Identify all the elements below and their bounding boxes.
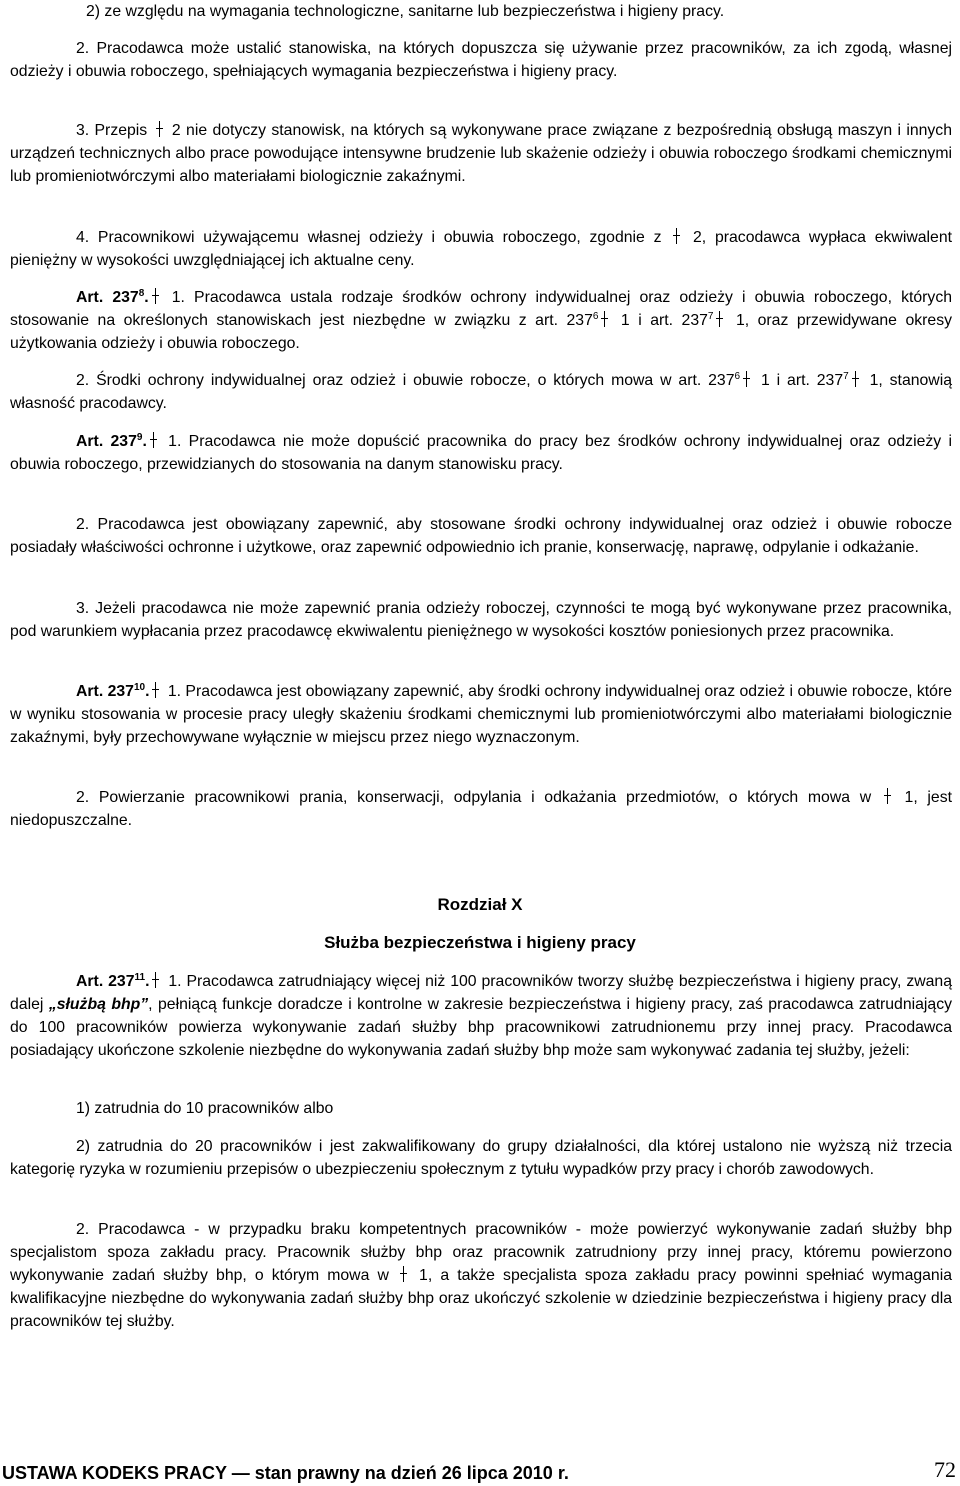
section-sign-icon [851, 371, 861, 387]
article-label: Art. $237^8$. [76, 288, 149, 306]
article-237-9-par-1: Art. $237^9$. 1. Pracodawca nie może dopuścić pracownika do pracy bez środków ochrony indywidualnej oraz odzieży i obuwia roboczego, przewidzianych do stosowania na danym stanowisku pracy. [10, 432, 953, 473]
section-sign-icon [151, 972, 161, 988]
section-sign-icon [149, 432, 159, 448]
chapter-heading: Rozdział X [437, 895, 523, 914]
article-237-11-par-1: Art. $237^{11}$. 1. Pracodawca zatrudniający więcej niż 100 pracowników tworzy służbę bezpieczeństwa i higieny pracy, zwaną dalej „służbą bhp”, pełniącą funkcje doradcze i kontrolne w zakresie bezpieczeństwa i higieny pracy, zaś pracodawca zatrudniający do 100 pracowników powierza wykonywanie zadań służby bhp pracownikowi zatrudnionemu przy innej pracy. Pracodawca posiadający ukończone szkolenie niezbędne do wykonywania zadań służby bhp może sam wykonywać zadania tej służby, jeżeli: [10, 972, 952, 1059]
page-number: 72 [934, 1457, 956, 1482]
paragraph-2: 2. Pracodawca może ustalić stanowiska, na których dopuszcza się używanie przez pracowników, za ich zgodą, własnej odzieży i obuwia roboczego, spełniających wymagania bezpieczeństwa i higieny pracy. [10, 40, 952, 80]
paragraph-4: 4. Pracownikowi używającemu własnej odzieży i obuwia roboczego, zgodnie z 2, pracodawca wypłaca ekwiwalent pieniężny w wysokości uwzględniającej ich aktualne ceny. [10, 229, 952, 269]
article-237-8-par-2: 2. Środki ochrony indywidualnej oraz odzież i obuwie robocze, o których mowa w art. $237^6$ 1 i art. $237^7$ 1, stanowią własność pracodawcy. [10, 371, 952, 412]
article-237-9-par-3: 3. Jeżeli pracodawca nie może zapewnić prania odzieży roboczej, czynności te mogą być wykonywane przez pracownika, pod warunkiem wypłacania przez pracodawcę ekwiwalentu pieniężnego w wysokości kosztów poniesionych przez pracownika. [10, 600, 952, 640]
article-label: Art. $237^{10}$. [76, 682, 150, 700]
section-sign-icon [600, 311, 610, 327]
section-sign-icon [151, 682, 161, 698]
section-sign-icon [883, 788, 893, 804]
section-sign-icon [715, 311, 725, 327]
section-sign-icon [742, 371, 752, 387]
article-label: Art. $237^{11}$. [76, 972, 150, 990]
section-sign-icon [399, 1266, 409, 1282]
footer-title: USTAWA KODEKS PRACY — stan prawny na dzień 26 lipca 2010 r. [2, 1463, 569, 1483]
chapter-title: Służba bezpieczeństwa i higieny pracy [324, 933, 636, 952]
paragraph-3: 3. Przepis 2 nie dotyczy stanowisk, na których są wykonywane prace związane z bezpośrednią obsługą maszyn i innych urządzeń technicznych albo prace powodujące intensywne brudzenie lub skażenie odzieży i obuwia roboczego środkami chemicznymi lub promieniotwórczymi albo materiałami biologicznie zakaźnymi. [10, 122, 952, 185]
list-item-2-b: 2) zatrudnia do 20 pracowników i jest zakwalifikowany do grupy działalności, dla której ustalono nie wyższą niż trzecia kategorię ryzyka w rozumieniu przepisów o ubezpieczeniu społecznym z tytułu wypadków przy pracy i chorób zawodowych. [10, 1138, 952, 1178]
article-237-10-par-1: Art. $237^{10}$. 1. Pracodawca jest obowiązany zapewnić, aby środki ochrony indywidualnej oraz odzież i obuwie robocze, które w wyniku stosowania w procesie pracy uległy skażeniu środkami chemicznymi lub promieniotwórczymi albo materiałami biologicznie zakaźnymi, były przechowywane wyłącznie w miejscu przez niego wyznaczonym. [10, 682, 952, 746]
section-sign-icon [672, 228, 682, 244]
list-item-2: 2) ze względu na wymagania technologiczne, sanitarne lub bezpieczeństwa i higieny pracy. [86, 3, 725, 20]
article-237-8-par-1: Art. $237^8$. 1. Pracodawca ustala rodzaje środków ochrony indywidualnej oraz odzieży i obuwia roboczego, których stosowanie na określonych stanowiskach jest niezbędne w związku z art. $237^6$ 1 i art. $237^7$ 1, oraz przewidywane okresy użytkowania odzieży i obuwia roboczego. [10, 288, 953, 352]
article-237-9-par-2: 2. Pracodawca jest obowiązany zapewnić, aby stosowane środki ochrony indywidualnej oraz odzież i obuwie robocze posiadały właściwości ochronne i użytkowe, oraz zapewnić odpowiednio ich pranie, konserwację, naprawę, odpylanie i odkażanie. [10, 516, 952, 556]
article-237-11-par-2: 2. Pracodawca - w przypadku braku kompetentnych pracowników - może powierzyć wykonywanie zadań służby bhp specjalistom spoza zakładu pracy. Pracownik służby bhp oraz pracownik zatrudniony przy innej pracy, któremu powierzono wykonywanie zadań służby bhp, o którym mowa w 1, a także specjalista spoza zakładu pracy powinni spełniać wymagania kwalifikacyjne niezbędne do wykonywania zadań służby bhp oraz ukończyć szkolenie w dziedzinie bezpieczeństwa i higieny pracy dla pracowników tej służby. [10, 1221, 953, 1330]
article-label: Art. $237^9$. [76, 432, 147, 450]
section-sign-icon [155, 121, 165, 137]
section-sign-icon [151, 288, 161, 304]
list-item-1: 1) zatrudnia do 10 pracowników albo [76, 1100, 334, 1117]
article-237-10-par-2: 2. Powierzanie pracownikowi prania, konserwacji, odpylania i odkażania przedmiotów, o których mowa w 1, jest niedopuszczalne. [10, 789, 952, 829]
